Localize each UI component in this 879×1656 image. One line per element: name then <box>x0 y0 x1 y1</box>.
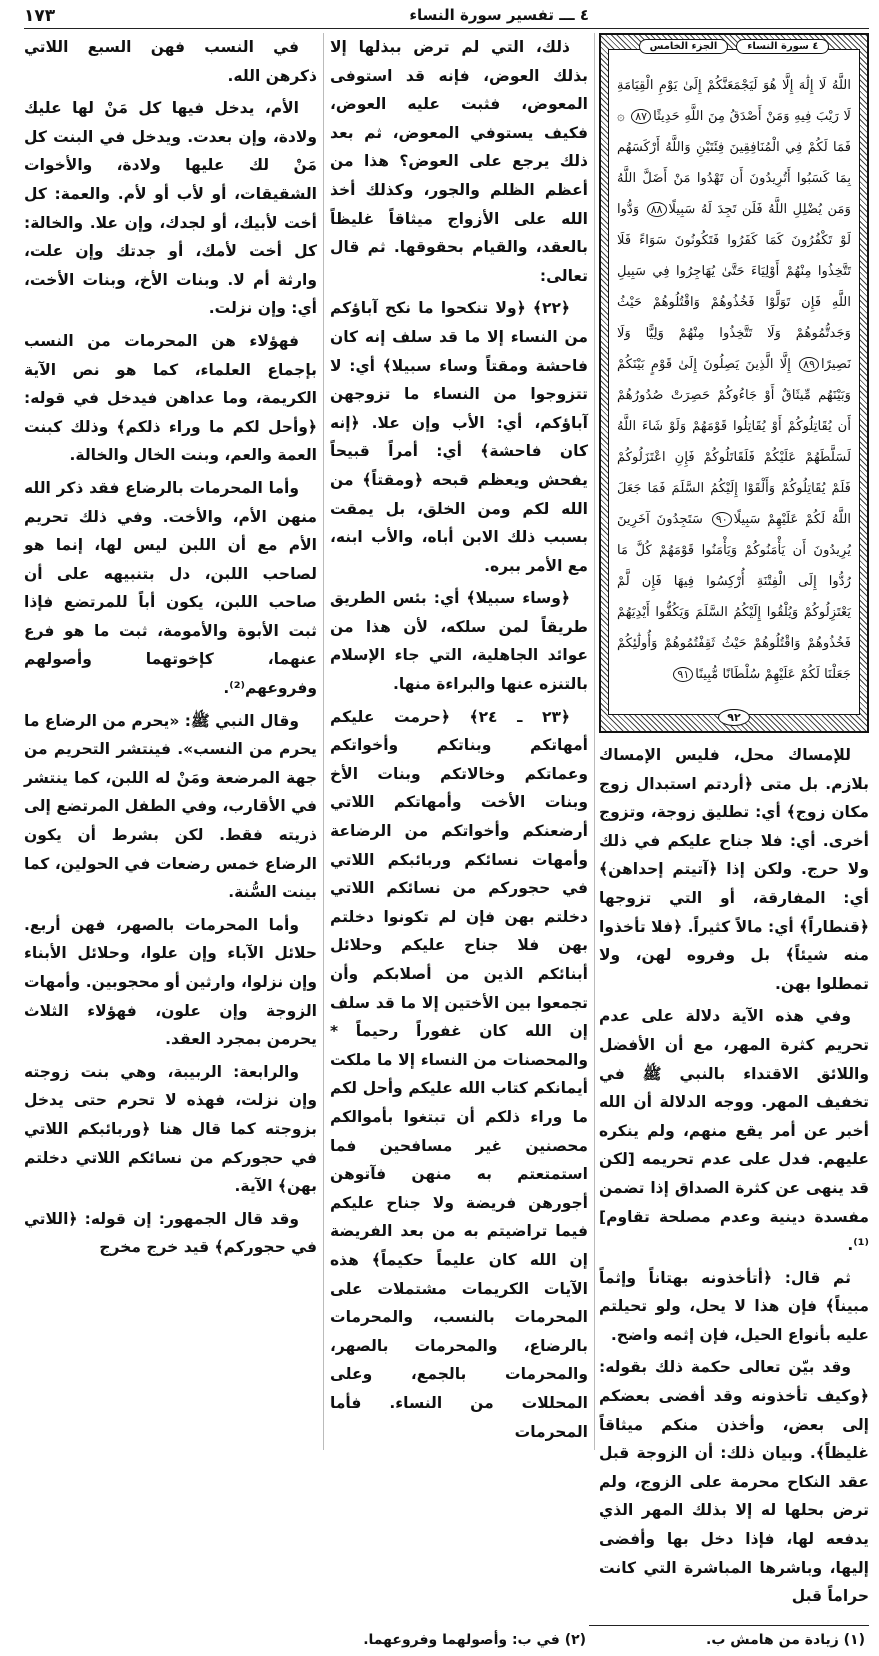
paragraph: ﴿٢٢﴾ ﴿ولا تنكحوا ما نكح آباؤكم من النساء إلا ما قد سلف إنه كان فاحشة ومقتاً وساء سبيلا﴾ أي: لا تتزوجوا من النساء ما تزوجهن آباؤكم، أي: الأب وإن علا. ﴿إنه كان فاحشة﴾ أي: أمراً قبيحاً يفحش ويعظم قبحه ﴿ومقتاً﴾ من الله لكم ومن الخلق، بل يمقت بسبب ذلك الابن أباه، والأب ابنه، مع الأمر ببره. <box>330 299 588 575</box>
paragraph: وأما المحرمات بالصهر، فهن أربع. حلائل الآباء وإن علوا، وحلائل الأبناء وإن نزلوا، وارثين أو محجوبين. وأمهات الزوجة وإن علون، فهؤلاء الثلاث يحرمن بمجرد العقد. <box>24 915 317 1049</box>
verse-text: سَتَجِدُونَ آخَرِينَ يُرِيدُونَ أَن يَأْمَنُوكُمْ وَيَأْمَنُوا قَوْمَهُمْ كُلَّ مَا رُدُّوا إِلَى الْفِتْنَةِ أُرْكِسُوا فِيهَا فَإِن لَّمْ يَعْتَزِلُوكُمْ وَيُلْقُوا إِلَيْكُمُ السَّلَمَ وَيَكُفُّوا أَيْدِيَهُمْ فَخُذُوهُمْ وَاقْتُلُوهُمْ حَيْثُ ثَقِفْتُمُوهُمْ وَأُولَٰئِكُمْ جَعَلْنَا لَكُمْ عَلَيْهِمْ سُلْطَانًا مُّبِينًا <box>617 512 851 682</box>
quran-page-box <box>599 33 869 733</box>
paragraph: ﴿٢٣ ـ ٢٤﴾ ﴿حرمت عليكم أمهاتكم وبناتكم وأخواتكم وعماتكم وخالاتكم وبنات الأخ وبنات الأخت وأمهاتكم اللاتي أرضعنكم وأخواتكم من الرضاعة وأمهات نسائكم وربائبكم اللاتي في حجوركم من نسائكم اللاتي دخلتم بهن فإن لم تكونوا دخلتم بهن فلا جناح عليكم وحلائل أبنائكم الذين من أصلابكم وأن تجمعوا بين الأختين إلا ما قد سلف إن الله كان غفوراً رحيماً * والمحصنات من النساء إلا ما ملكت أيمانكم كتاب الله عليكم وأحل لكم ما وراء ذلكم أن تبتغوا بأموالكم محصنين غير مسافحين فما استمتعتم به منهن فآتوهن أجورهن فريضة ولا جناح عليكم فيما تراضيتم به من بعد الفريضة إن الله كان عليماً حكيماً﴾ هذه الآيات الكريمات مشتملات على المحرمات بالنسب، والمحرمات بالرضاع، والمحرمات بالصهر، والمحرمات بالجمع، وعلى المحللات من النساء. فأما المحرمات <box>330 707 588 1441</box>
verse <box>617 512 851 682</box>
paragraph: ثم قال: ﴿أتأخذونه بهتاناً وإثماً مبيناً﴾ فإن هذا لا يحل، ولو تحيلتم عليه بأنواع الحيل، فإن إثمه واضح. <box>599 1268 869 1344</box>
verse <box>617 78 851 124</box>
verse-text: ۞ فَمَا لَكُمْ فِي الْمُنَافِقِينَ فِئَتَيْنِ وَاللَّهُ أَرْكَسَهُم بِمَا كَسَبُوا أَتُرِيدُونَ أَن تَهْدُوا مَنْ أَضَلَّ اللَّهُ وَمَن يُضْلِلِ اللَّهُ فَلَن تَجِدَ لَهُ سَبِيلًا <box>617 109 851 217</box>
paragraph: وفي هذه الآية دلالة على عدم تحريم كثرة المهر، مع أن الأفضل واللائق الاقتداء بالنبي ﷺ في تخفيف المهر. ووجه الدلالة أن الله أخبر عن أمر يقع منهم، ولم ينكره عليهم. فدل على عدم تحريمه [لكن قد ينهى عن كثرة الصداق إذا تضمن مفسدة دينية وعدم مصلحة تقاوم]⁽¹⁾. <box>599 1007 869 1255</box>
page-number: ١٧٣ <box>24 6 56 26</box>
footnotes <box>24 1625 869 1648</box>
paragraph: ذلك، التي لم ترض ببذلها إلا بذلك العوض، فإنه قد استوفى المعوض، فثبت عليه العوض، فكيف يستوفي المعوض، ثم بعد ذلك يرجع على العوض؟ هذا من أعظم الظلم والجور، وكذلك أخذ الله على الأزواج ميثاقاً غليظاً بالعقد، والقيام بحقوقها. ثم قال تعالى: <box>330 38 588 285</box>
verse-text: إِلَّا الَّذِينَ يَصِلُونَ إِلَىٰ قَوْمٍ بَيْنَكُمْ وَبَيْنَهُم مِّيثَاقٌ أَوْ جَاءُوكُمْ حَصِرَتْ صُدُورُهُمْ أَن يُقَاتِلُوكُمْ أَوْ يُقَاتِلُوا قَوْمَهُمْ وَلَوْ شَاءَ اللَّهُ لَسَلَّطَهُمْ عَلَيْكُمْ فَلَقَاتَلُوكُمْ فَإِنِ اعْتَزَلُوكُمْ فَلَمْ يُقَاتِلُوكُمْ وَأَلْقَوْا إِلَيْكُمُ السَّلَمَ فَمَا جَعَلَ اللَّهُ لَكُمْ عَلَيْهِمْ سَبِيلًا <box>617 357 851 527</box>
paragraph: وقد بيّن تعالى حكمة ذلك بقوله: ﴿وكيف تأخذونه وقد أفضى بعضكم إلى بعض، وأخذن منكم ميثاقاً غليظاً﴾. وبيان ذلك: أن الزوجة قبل عقد النكاح محرمة على الزوج، ولم ترض بحلها له إلا بذلك المهر الذي يدفعه لها، فإذا دخل بها وأفضى إليها، وباشرها المباشرة التي كانت حراماً قبل <box>599 1358 869 1606</box>
footnote-1: (١) زيادة من هامش ب. <box>706 1631 865 1648</box>
text-columns <box>24 33 869 1615</box>
paragraph: فهؤلاء هن المحرمات من النسب بإجماع العلماء، كما هو نص الآية الكريمة، وما عداهن فيدخل في قوله: ﴿وأحل لكم ما وراء ذلكم﴾ وذلك كبنت العمة والعم، وبنت الخال والخالة. <box>24 331 317 465</box>
paragraph: والرابعة: الربيبة، وهي بنت زوجته وإن نزلت، فهذه لا تحرم حتى يدخل بزوجته كما قال هنا ﴿وربائبكم اللاتي في حجوركم من نسائكم اللاتي دخلتم بهن﴾ الآية. <box>24 1062 317 1196</box>
paragraph: وأما المحرمات بالرضاع فقد ذكر الله منهن الأم، والأخت. وفي ذلك تحريم الأم مع أن اللبن ليس لها، إنما هو لصاحب اللبن، دل بتنبيهه على أن صاحب اللبن، يكون أباً للمرتضع فإذا ثبت الأبوة والأمومة، ثبت ما هو فرع عنهما، كإخوتهما وأصولهم وفروعهم⁽²⁾. <box>24 478 317 698</box>
running-title: ٤ ـــ تفسير سورة النساء <box>409 6 589 24</box>
juz-label: الجزء الخامس <box>639 39 729 54</box>
paragraph: للإمساك محل، فليس الإمساك بلازم. بل متى ﴿أردتم استبدال زوج مكان زوج﴾ أي: تطليق زوجة، وتزوج أخرى. أي: فلا جناح عليكم في ذلك ولا حرج. ولكن إذا ﴿آتيتم إحداهن﴾ أي: المفارقة، أو التي تزوجها ﴿قنطاراً﴾ أي: مالاً كثيراً. ﴿فلا تأخذوا منه شيئاً﴾ بل وفروه لهن، ولا تمطلوا بهن. <box>599 746 869 993</box>
verse <box>617 109 851 217</box>
paragraph: في النسب فهن السبع اللاتي ذكرهن الله. <box>24 38 317 85</box>
verse-text: اللَّهُ لَا إِلَٰهَ إِلَّا هُوَ لَيَجْمَعَنَّكُمْ إِلَىٰ يَوْمِ الْقِيَامَةِ لَا رَيْبَ فِيهِ وَمَنْ أَصْدَقُ مِنَ اللَّهِ حَدِيثًا <box>617 78 851 124</box>
paragraph: وقد قال الجمهور: إن قوله: ﴿اللاتي في حجوركم﴾ قيد خرج مخرج <box>24 1209 317 1257</box>
verse-number: ٩٠ <box>712 512 732 527</box>
paragraph: الأم، يدخل فيها كل مَنْ لها عليك ولادة، وإن بعدت. ويدخل في البنت كل مَنْ لك عليها ولادة، والأخوات الشقيقات، أو لأب أو لأم. والعمة: كل أخت لأبيك، أو لجدك، وإن علا. والخالة: كل أخت لأمك، أو جدتك وإن علت، وارثة أم لا. وبنات الأخ، وبنات الأخت، أي: وإن نزلت. <box>24 99 317 318</box>
surah-label: ٤ سورة النساء <box>736 39 829 54</box>
paragraph: وقال النبي ﷺ: «يحرم من الرضاع ما يحرم من النسب». فينتشر التحريم من جهة المرضعة ومَنْ له اللبن، كما ينتشر في الأقارب، وفي الطفل المرتضع إلى ذريته فقط. لكن بشرط أن يكون الرضاع خمس رضعات في الحولين، كما بينت السُّنة. <box>24 711 317 902</box>
mushaf-page-number: ٩٢ <box>718 709 749 726</box>
verse <box>617 357 851 527</box>
verse-number: ٩١ <box>673 667 693 682</box>
column-middle <box>323 33 595 1450</box>
verse-text: وَدُّوا لَوْ تَكْفُرُونَ كَمَا كَفَرُوا فَتَكُونُونَ سَوَاءً فَلَا تَتَّخِذُوا مِنْهُمْ أَوْلِيَاءَ حَتَّىٰ يُهَاجِرُوا فِي سَبِيلِ اللَّهِ فَإِن تَوَلَّوْا فَخُذُوهُمْ وَاقْتُلُوهُمْ حَيْثُ وَجَدتُّمُوهُمْ وَلَا تَتَّخِذُوا مِنْهُمْ وَلِيًّا وَلَا نَصِيرًا <box>617 202 851 372</box>
quran-text <box>609 66 859 694</box>
column-right <box>599 741 869 1611</box>
verse-number: ٨٧ <box>631 109 651 124</box>
footnote-2: (٢) في ب: وأصولهما وفروعهما. <box>363 1631 587 1648</box>
column-right-wrapper <box>595 33 869 1615</box>
column-left <box>24 33 323 1266</box>
verse-number: ٨٩ <box>799 357 819 372</box>
paragraph: ﴿وساء سبيلا﴾ أي: بئس الطريق طريقاً لمن سلكه، لأن هذا من عوائد الجاهلية، التي جاء الإسلام بالتنزه عنها والبراءة منها. <box>330 589 588 694</box>
footnote-divider <box>589 1625 869 1626</box>
running-header <box>24 6 869 29</box>
verse <box>617 202 851 372</box>
verse-number: ٨٨ <box>647 202 667 217</box>
